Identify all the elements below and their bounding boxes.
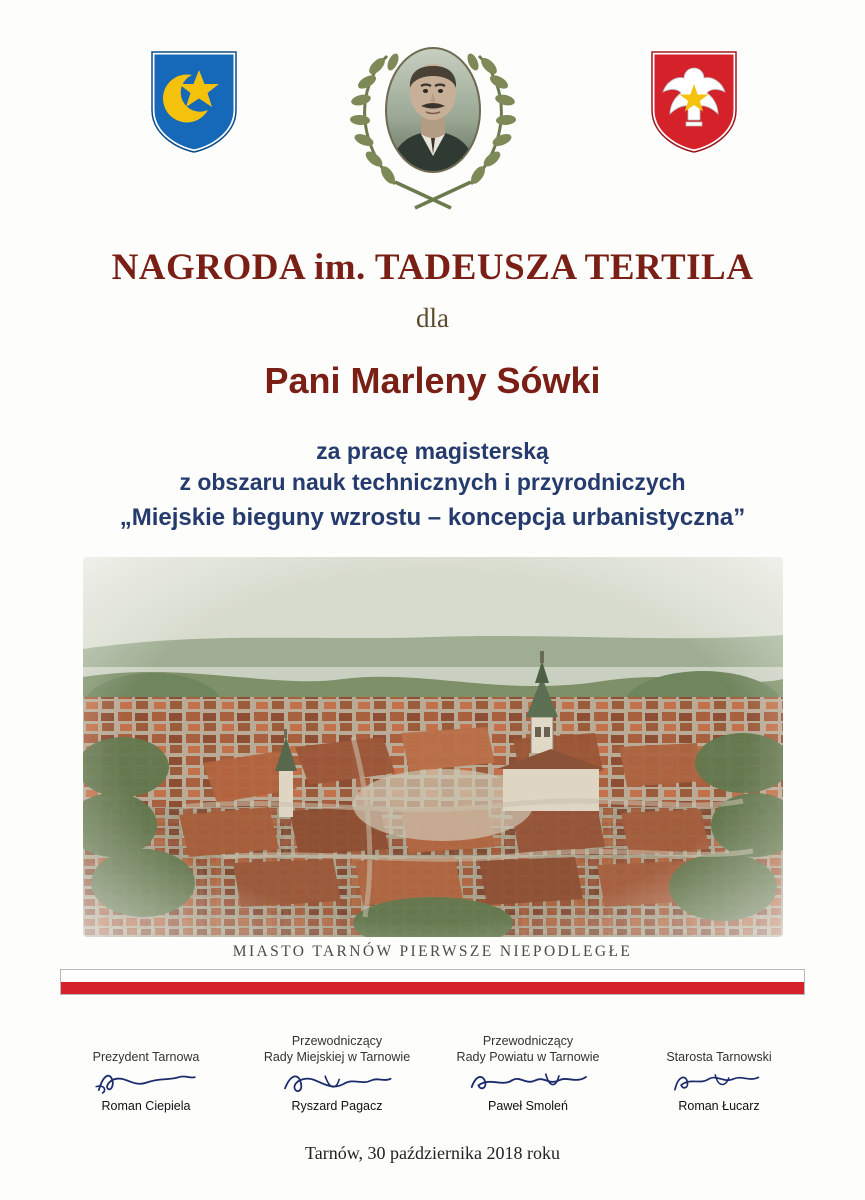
page-title: NAGRODA im. TADEUSZA TERTILA	[111, 247, 754, 288]
signature-role-line-1: Prezydent Tarnowa	[92, 1050, 200, 1064]
signature-role-line-2: Rady Miejskiej w Tarnowie	[263, 1050, 411, 1064]
award-reason	[0, 436, 865, 535]
signature-scribble-icon	[625, 1065, 813, 1099]
signature-scribble-icon	[434, 1065, 622, 1099]
award-reason-line-1: za pracę magisterską	[316, 438, 549, 464]
award-reason-line-2: z obszaru nauk technicznych i przyrodniczych	[179, 469, 686, 495]
portrait-tadeusz-tertil-icon	[333, 22, 533, 222]
signature-block-city-council-chair	[243, 1031, 431, 1113]
signature-name: Paweł Smoleń	[488, 1099, 568, 1113]
signature-role	[625, 1031, 813, 1065]
award-thesis-title: „Miejskie bieguny wzrostu – koncepcja urbanistyczna”	[119, 504, 746, 531]
signature-role-line-1: Przewodniczący	[482, 1034, 574, 1048]
place-and-date: Tarnów, 30 października 2018 roku	[305, 1143, 560, 1163]
signature-name: Roman Ciepiela	[101, 1099, 191, 1113]
signature-name: Ryszard Pagacz	[291, 1099, 383, 1113]
signature-scribble-icon	[52, 1065, 240, 1099]
for-label: dla	[416, 303, 449, 333]
signature-block-president	[52, 1031, 240, 1113]
coat-of-arms-tarnow-county-icon	[648, 48, 740, 156]
coat-of-arms-tarnow-city-icon	[148, 48, 240, 156]
aerial-photo-tarnow	[83, 557, 783, 937]
signature-role	[243, 1031, 431, 1065]
emblem-row	[0, 0, 865, 220]
signature-row	[52, 1031, 813, 1113]
signature-role-line-1: Starosta Tarnowski	[666, 1050, 772, 1064]
signature-block-starost	[625, 1031, 813, 1113]
recipient-name: Pani Marleny Sówki	[264, 360, 601, 401]
photo-caption: MIASTO TARNÓW PIERWSZE NIEPODLEGŁE	[232, 943, 633, 960]
signature-role	[434, 1031, 622, 1065]
signature-block-county-council-chair	[434, 1031, 622, 1113]
signature-role	[52, 1031, 240, 1065]
signature-name: Roman Łucarz	[678, 1099, 760, 1113]
flag-white-stripe	[61, 970, 804, 982]
flag-red-stripe	[61, 982, 804, 994]
polish-flag-bar	[60, 969, 805, 995]
signature-role-line-1: Przewodniczący	[291, 1034, 383, 1048]
aerial-photo-image	[83, 557, 783, 937]
signature-role-line-2: Rady Powiatu w Tarnowie	[456, 1050, 600, 1064]
signature-scribble-icon	[243, 1065, 431, 1099]
